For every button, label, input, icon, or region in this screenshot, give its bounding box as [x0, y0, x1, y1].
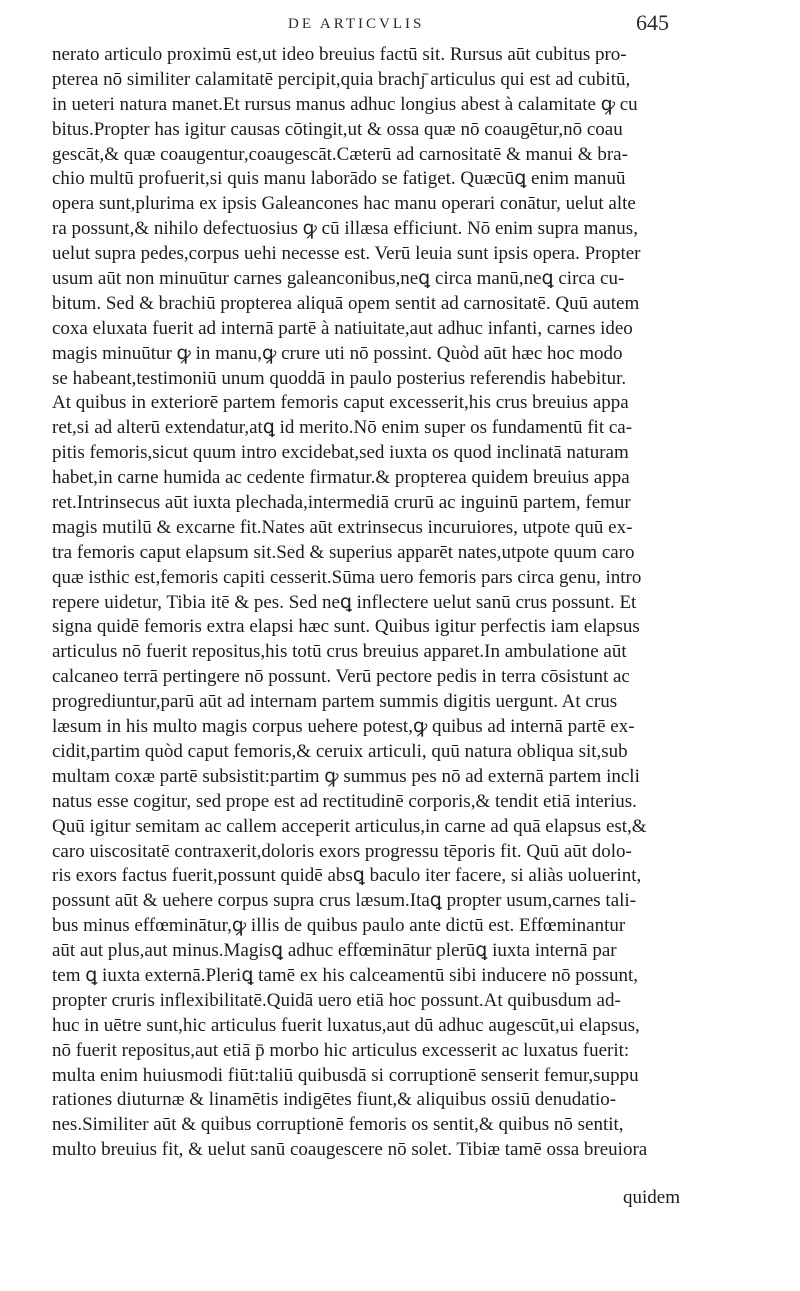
page-number: 645: [636, 10, 669, 35]
text-line: coxa eluxata fuerit ad internā partē à natiuitate,aut adhuc infanti, carnes ideo: [52, 317, 633, 339]
text-line: bitus.Propter has igitur causas cōtingit,ut & ossa quæ nō coaugētur,nō coau: [52, 118, 623, 140]
text-line: cidit,partim quòd caput femoris,& ceruix articuli, quū natura obliqua sit,sub: [52, 740, 628, 762]
text-line: nō fuerit repositus,aut etiā p̄ morbo hic articulus excesserit ac luxatus fuerit:: [52, 1039, 630, 1061]
catchword: quidem: [623, 1187, 680, 1208]
text-line: ret.Intrinsecus aūt iuxta plechada,intermediā crurū ac inguinū partem, femur: [52, 492, 631, 514]
text-line: læsum in his multo magis corpus uehere potest,ꝙ quibus ad internā partē ex-: [52, 716, 635, 738]
text-line: huc in uētre sunt,hic articulus fuerit luxatus,aut dū adhuc augescūt,ui elapsus,: [52, 1014, 640, 1036]
text-line: caro uiscositatē contraxerit,doloris exors progressu tēporis fit. Quū aūt dolo-: [52, 840, 632, 862]
text-line: repere uidetur, Tibia itē & pes. Sed neꝗ inflectere uelut sanū crus possunt. Et: [52, 591, 637, 613]
text-line: rationes diuturnæ & linamētis indigētes fiunt,& aliquibus ossiū denudatio-: [52, 1089, 617, 1111]
text-line: in ueteri natura manet.Et rursus manus adhuc longius abest à calamitate ꝙ cu: [52, 93, 638, 115]
body-text: [52, 43, 712, 1163]
text-line: multam coxæ partē subsistit:partim ꝙ summus pes nō ad externā partem incli: [52, 765, 640, 787]
text-line: nerato articulo proximū est,ut ideo breuius factū sit. Rursus aūt cubitus pro-: [52, 44, 627, 65]
text-line: ra possunt,& nihilo defectuosius ꝙ cū illæsa efficiunt. Nō enim supra manus,: [52, 218, 638, 240]
text-line: articulus nō fuerit repositus,his totū crus breuius apparet.In ambulatione aūt: [52, 641, 627, 663]
text-line: chio multū profuerit,si quis manu laborādo se fatiget. Quæcūꝗ enim manuū: [52, 168, 626, 190]
text-line: ris exors factus fuerit,possunt quidē absꝗ baculo iter facere, si aliàs uoluerint,: [52, 865, 642, 887]
text-line: multo breuius fit, & uelut sanū coaugescere nō solet. Tibiæ tamē ossa breuiora: [52, 1139, 648, 1161]
text-line: tra femoris caput elapsum sit.Sed & superius apparēt nates,utpote quum caro: [52, 541, 635, 563]
text-line: habet,in carne humida ac cedente firmatur.& propterea quidem breuius appa: [52, 467, 630, 489]
running-title: DE ARTICVLIS: [288, 16, 425, 32]
text-line: ret,si ad alterū extendatur,atꝗ id merito.Nō enim super os fundamentū fit ca-: [52, 417, 633, 439]
text-line: se habeant,testimoniū unum quoddā in paulo posterius referendis habebitur.: [52, 367, 627, 389]
text-line: progrediuntur,parū aūt ad internam partem summis digitis uergunt. At crus: [52, 691, 618, 713]
text-line: gescāt,& quæ coaugentur,coaugescāt.Cæterū ad carnositatē & manui & bra-: [52, 143, 628, 165]
text-line: magis minuūtur ꝙ in manu,ꝙ crure uti nō possint. Quòd aūt hæc hoc modo: [52, 342, 623, 364]
text-line: opera sunt,plurima ex ipsis Galeancones hac manu operari conātur, uelut alte: [52, 193, 636, 215]
text-line: pitis femoris,sicut quum intro excidebat,sed iuxta os quod inclinatā naturam: [52, 442, 629, 464]
text-line: nes.Similiter aūt & quibus corruptionē femoris os sentit,& quibus nō sentit,: [52, 1114, 624, 1136]
text-line: possunt aūt & uehere corpus supra crus læsum.Itaꝗ propter usum,carnes tali-: [52, 890, 637, 912]
text-line: Quū igitur semitam ac callem acceperit articulus,in carne ad quā elapsus est,&: [52, 815, 647, 837]
text-line: calcaneo terrā pertingere nō possunt. Verū pectore pedis in terra cōsistunt ac: [52, 666, 630, 688]
text-line: natus esse cogitur, sed prope est ad rectitudinē corporis,& tendit etiā interius.: [52, 790, 637, 812]
text-line: multa enim huiusmodi fiūt:taliū quibusdā si corruptionē senserit femur,suppu: [52, 1064, 639, 1086]
text-line: signa quidē femoris extra elapsi hæc sunt. Quibus igitur perfectis iam elapsus: [52, 616, 640, 638]
page-header: [0, 8, 800, 44]
text-line: propter cruris inflexibilitatē.Quidā uero etiā hoc possunt.At quibusdum ad-: [52, 989, 621, 1011]
text-line: quæ isthic est,femoris capiti cesserit.Sūma uero femoris pars circa genu, intro: [52, 566, 642, 588]
text-line: usum aūt non minuūtur carnes galeanconibus,neꝗ circa manū,neꝗ circa cu-: [52, 268, 625, 290]
text-line: bus minus effœminātur,ꝙ illis de quibus paulo ante dictū est. Effœminantur: [52, 915, 626, 937]
text-line: tem ꝗ iuxta externā.Pleriꝗ tamē ex his calceamentū sibi inducere nō possunt,: [52, 964, 639, 986]
text-line: bitum. Sed & brachiū propterea aliquā opem sentit ad carnositatē. Quū autem: [52, 292, 640, 314]
text-line: magis mutilū & excarne fit.Nates aūt extrinsecus incuruiores, utpote quū ex-: [52, 516, 633, 538]
text-line: At quibus in exteriorē partem femoris caput excesserit,his crus breuius appa: [52, 392, 629, 414]
text-line: uelut supra pedes,corpus uehi necesse est. Verū leuia sunt ipsis opera. Propter: [52, 243, 641, 265]
text-line: pterea nō similiter calamitatē percipit,quia brachȷ̄ articulus qui est ad cubitū,: [52, 68, 631, 90]
text-line: aūt aut plus,aut minus.Magisꝗ adhuc effœminātur plerūꝗ iuxta internā par: [52, 940, 617, 962]
